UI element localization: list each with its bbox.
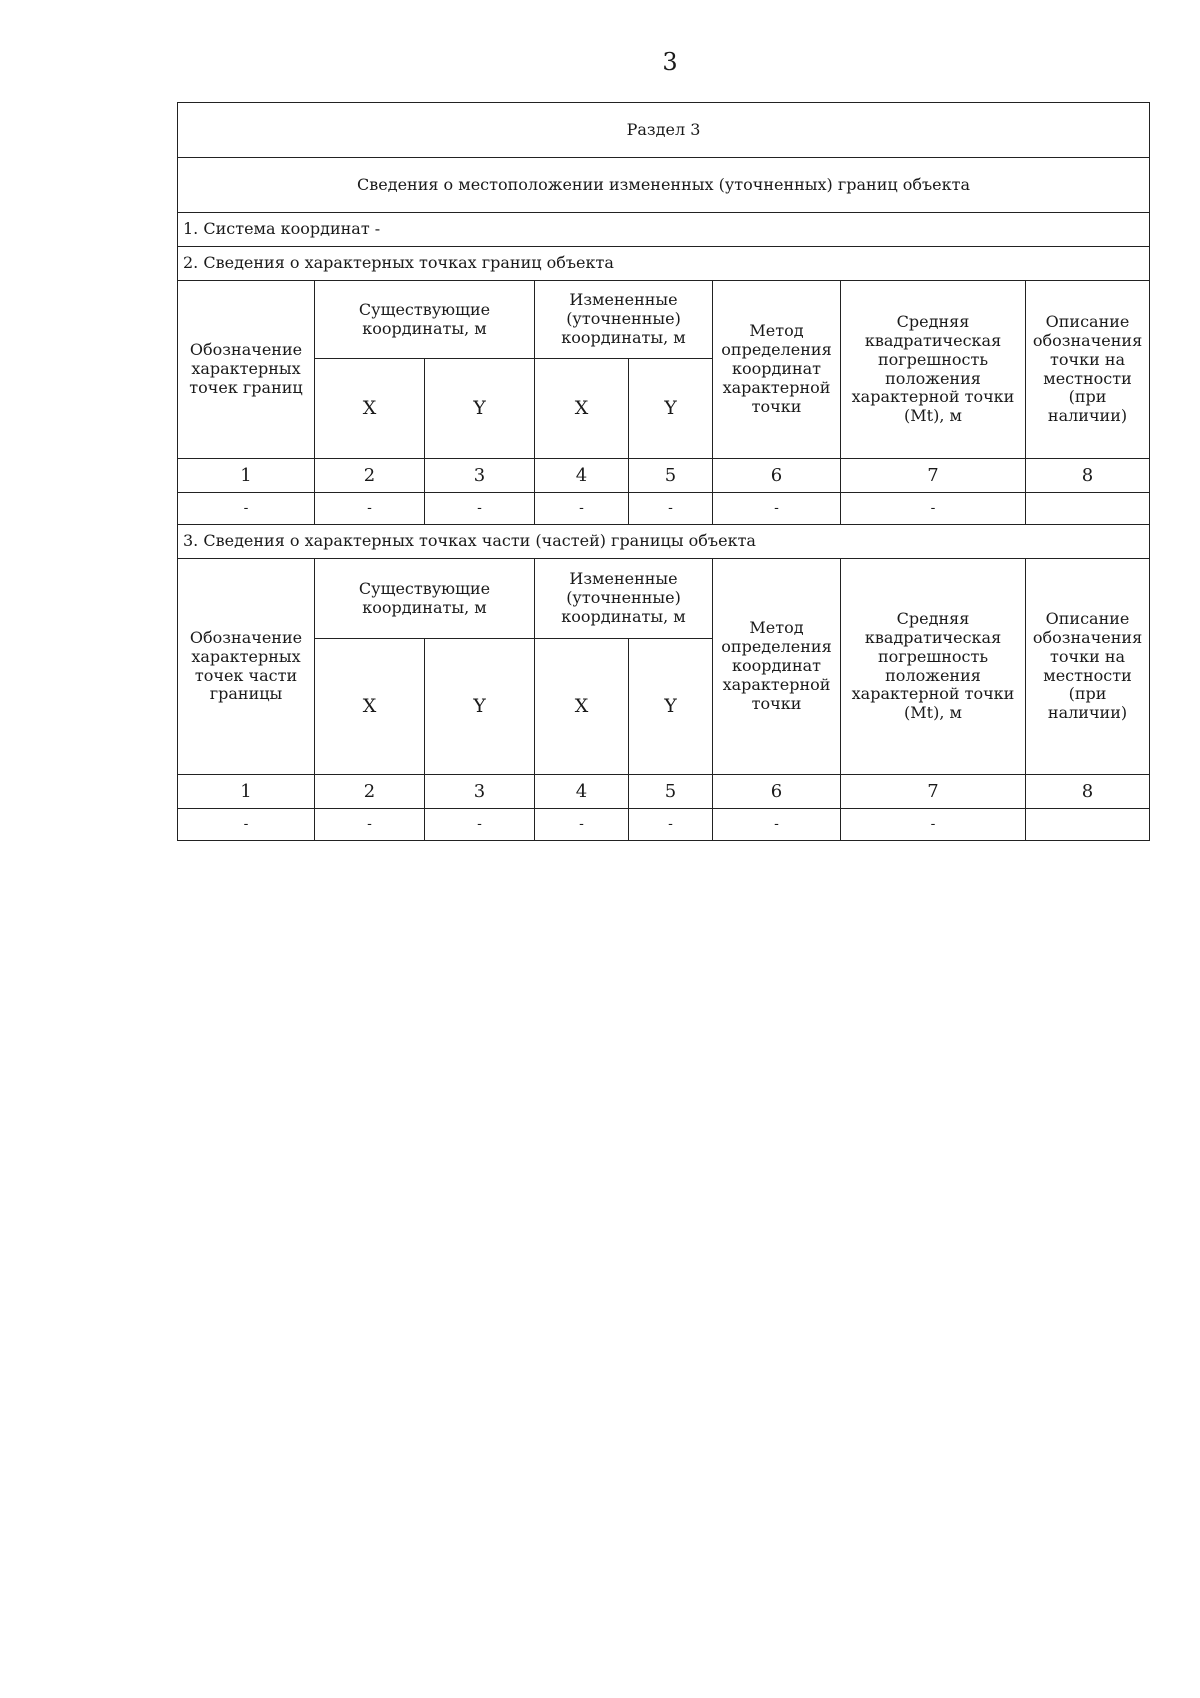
block1-header-changed-y: Y xyxy=(629,359,713,459)
table-cell: - xyxy=(425,809,535,841)
boundary-table xyxy=(177,102,1150,841)
block2-header-method: Метод определения координат характерной точки xyxy=(713,559,841,775)
table-cell: - xyxy=(178,493,315,525)
block1-title: 2. Сведения о характерных точках границ объекта xyxy=(178,247,1150,281)
column-number: 3 xyxy=(425,775,535,809)
coordinate-system: 1. Система координат - xyxy=(178,213,1150,247)
column-number: 8 xyxy=(1026,775,1150,809)
block2-title: 3. Сведения о характерных точках части (частей) границы объекта xyxy=(178,525,1150,559)
table-cell: - xyxy=(841,809,1026,841)
table-subtitle: Сведения о местоположении измененных (уточненных) границ объекта xyxy=(178,158,1150,213)
table-cell: - xyxy=(535,809,629,841)
column-number: 6 xyxy=(713,775,841,809)
table-row xyxy=(178,809,1150,841)
column-number: 2 xyxy=(315,775,425,809)
page-number: 3 xyxy=(662,48,678,76)
table-cell: - xyxy=(315,809,425,841)
column-number: 4 xyxy=(535,775,629,809)
block1-header-changed: Измененные (уточненные) координаты, м xyxy=(535,281,713,359)
block1-header-existing-x: X xyxy=(315,359,425,459)
column-number: 8 xyxy=(1026,459,1150,493)
table-cell xyxy=(1026,493,1150,525)
column-number: 5 xyxy=(629,775,713,809)
table-cell: - xyxy=(425,493,535,525)
block2-header-changed-y: Y xyxy=(629,639,713,775)
column-number: 7 xyxy=(841,775,1026,809)
block1-header-method: Метод определения координат характерной точки xyxy=(713,281,841,459)
table-cell: - xyxy=(178,809,315,841)
section-title: Раздел 3 xyxy=(178,103,1150,158)
block2-header-error: Средняя квадратическая погрешность положения характерной точки (Mt), м xyxy=(841,559,1026,775)
block1-header-existing: Существующие координаты, м xyxy=(315,281,535,359)
block1-header-changed-x: X xyxy=(535,359,629,459)
table-row xyxy=(178,493,1150,525)
table-cell: - xyxy=(535,493,629,525)
block2-header-existing-x: X xyxy=(315,639,425,775)
block1-header-error: Средняя квадратическая погрешность положения характерной точки (Mt), м xyxy=(841,281,1026,459)
block2-header-changed: Измененные (уточненные) координаты, м xyxy=(535,559,713,639)
block2-column-numbers xyxy=(178,775,1150,809)
column-number: 1 xyxy=(178,775,315,809)
table-cell: - xyxy=(841,493,1026,525)
block1-header-existing-y: Y xyxy=(425,359,535,459)
table-cell: - xyxy=(315,493,425,525)
block2-header-description: Описание обозначения точки на местности (при наличии) xyxy=(1026,559,1150,775)
table-cell: - xyxy=(713,809,841,841)
column-number: 4 xyxy=(535,459,629,493)
block2-header-changed-x: X xyxy=(535,639,629,775)
column-number: 7 xyxy=(841,459,1026,493)
table-cell xyxy=(1026,809,1150,841)
block2-header-designation: Обозначение характерных точек части границы xyxy=(178,559,315,775)
table-cell: - xyxy=(713,493,841,525)
column-number: 5 xyxy=(629,459,713,493)
column-number: 2 xyxy=(315,459,425,493)
block1-header-description: Описание обозначения точки на местности (при наличии) xyxy=(1026,281,1150,459)
table-cell: - xyxy=(629,493,713,525)
block1-header-designation: Обозначение характерных точек границ xyxy=(178,281,315,459)
column-number: 6 xyxy=(713,459,841,493)
block2-header-existing: Существующие координаты, м xyxy=(315,559,535,639)
table-cell: - xyxy=(629,809,713,841)
column-number: 1 xyxy=(178,459,315,493)
block1-column-numbers xyxy=(178,459,1150,493)
column-number: 3 xyxy=(425,459,535,493)
block2-header-existing-y: Y xyxy=(425,639,535,775)
